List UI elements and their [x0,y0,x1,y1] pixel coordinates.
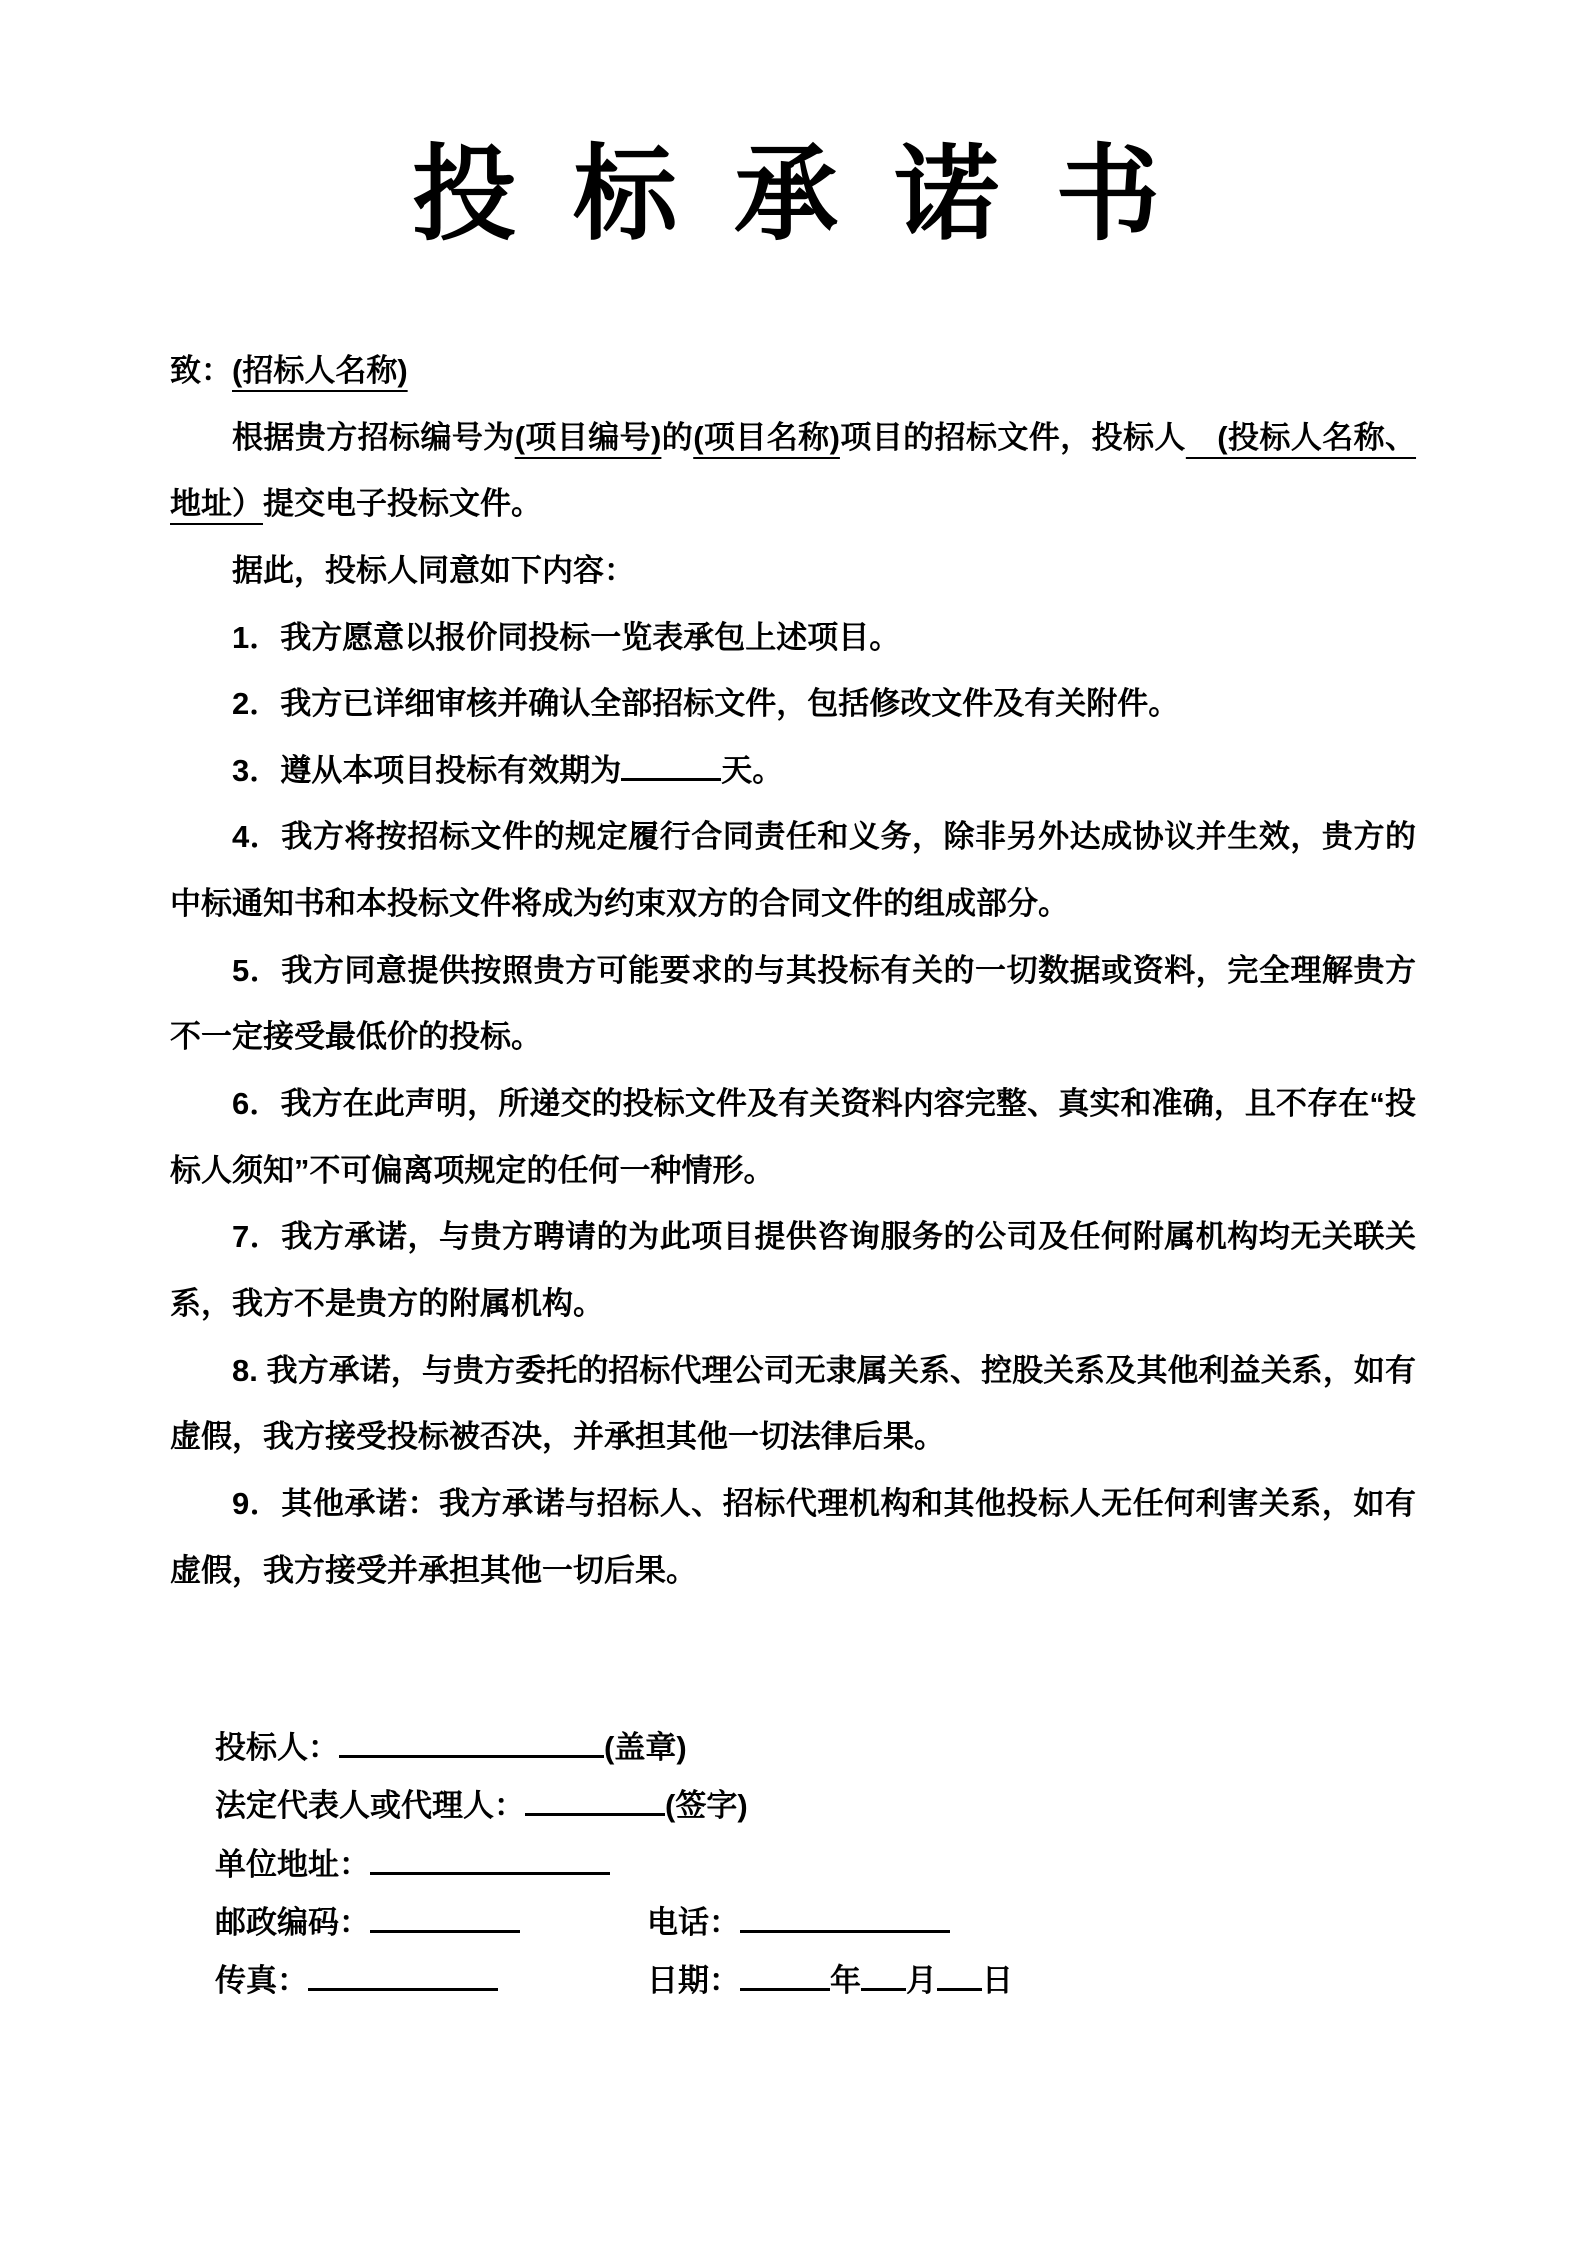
item-5: 5．我方同意提供按照贵方可能要求的与其投标有关的一切数据或资料，完全理解贵方不一定接受最低价的投标。 [170,952,1416,1055]
item-7: 7．我方承诺，与贵方聘请的为此项目提供咨询服务的公司及任何附属机构均无关联关系，我方不是贵方的附属机构。 [170,1219,1416,1321]
address-label: 单位地址： [215,1846,370,1882]
intro-segment-5: 项目的招标文件，投标人 [839,419,1186,455]
representative-label: 法定代表人或代理人： [215,1788,525,1824]
postcode-blank [370,1901,520,1933]
addressee-placeholder: (招标人名称) [232,353,408,388]
item-3-suffix: 天。 [721,752,784,788]
item-6: 6．我方在此声明，所递交的投标文件及有关资料内容完整、真实和准确，且不存在“投标人须知”不可偏离项规定的任何一种情形。 [170,1086,1416,1188]
item-3-prefix: 3．遵从本项目投标有效期为 [232,752,622,788]
month-label: 月 [906,1963,937,1999]
representative-name-blank [525,1784,665,1816]
postcode-label: 邮政编码： [215,1904,370,1940]
document-title: 投 标 承 诺 书 [412,137,1174,253]
date-label: 日期： [647,1963,740,1999]
agreement-lead-line: 据此，投标人同意如下内容： [232,552,635,588]
item-8: 8. 我方承诺，与贵方委托的招标代理公司无隶属关系、控股关系及其他利益关系，如有虚假，我方接受投标被否决，并承担其他一切法律后果。 [170,1352,1416,1455]
fax-blank [308,1959,498,1991]
phone-label: 电话： [647,1904,740,1940]
fax-group [215,1952,647,2010]
address-line [215,1836,1416,1894]
date-month-blank [861,1959,906,1991]
item-9: 9．其他承诺：我方承诺与招标人、招标代理机构和其他投标人无任何利害关系，如有虚假，我方接受并承担其他一切后果。 [170,1485,1416,1588]
intro-segment-7: 提交电子投标文件。 [263,486,542,522]
fax-date-line [215,1952,1416,2010]
bidder-name-blank [339,1726,604,1758]
date-day-blank [937,1959,982,1991]
project-name-placeholder: (项目名称) [693,419,840,455]
year-label: 年 [830,1963,861,1999]
item-3 [170,738,1416,805]
validity-days-blank [621,748,721,780]
date-year-blank [740,1959,830,1991]
document-body [170,338,1416,1604]
project-number-placeholder: (项目编号) [514,419,662,455]
postcode-group [215,1894,647,1952]
signature-block [170,1719,1416,2010]
addressee-line [170,338,1416,405]
fax-label: 传真： [215,1963,308,1999]
addressee-label: 致： [170,353,232,388]
date-group [647,1963,1013,1998]
day-label: 日 [982,1963,1013,1999]
bidder-label: 投标人： [215,1730,339,1766]
seal-label: (盖章) [604,1730,687,1766]
phone-group [647,1905,950,1940]
phone-blank [740,1901,950,1933]
postcode-phone-line [215,1894,1416,1952]
intro-paragraph [170,405,1416,538]
item-2: 2．我方已详细审核并确认全部招标文件，包括修改文件及有关附件。 [232,686,1180,722]
intro-segment-3: 的 [661,419,694,455]
item-1: 1．我方愿意以报价同投标一览表承包上述项目。 [232,619,901,655]
sign-label: (签字) [665,1788,748,1824]
bidder-name-address-placeholder: (投标人名称、地址） [170,419,1417,522]
intro-segment-1: 根据贵方招标编号为 [232,419,515,455]
item-4: 4．我方将按招标文件的规定履行合同责任和义务，除非另外达成协议并生效，贵方的中标通知书和本投标文件将成为约束双方的合同文件的组成部分。 [170,819,1416,922]
representative-signature-line [215,1777,1416,1835]
address-blank [370,1842,610,1874]
bidder-signature-line [215,1719,1416,1777]
